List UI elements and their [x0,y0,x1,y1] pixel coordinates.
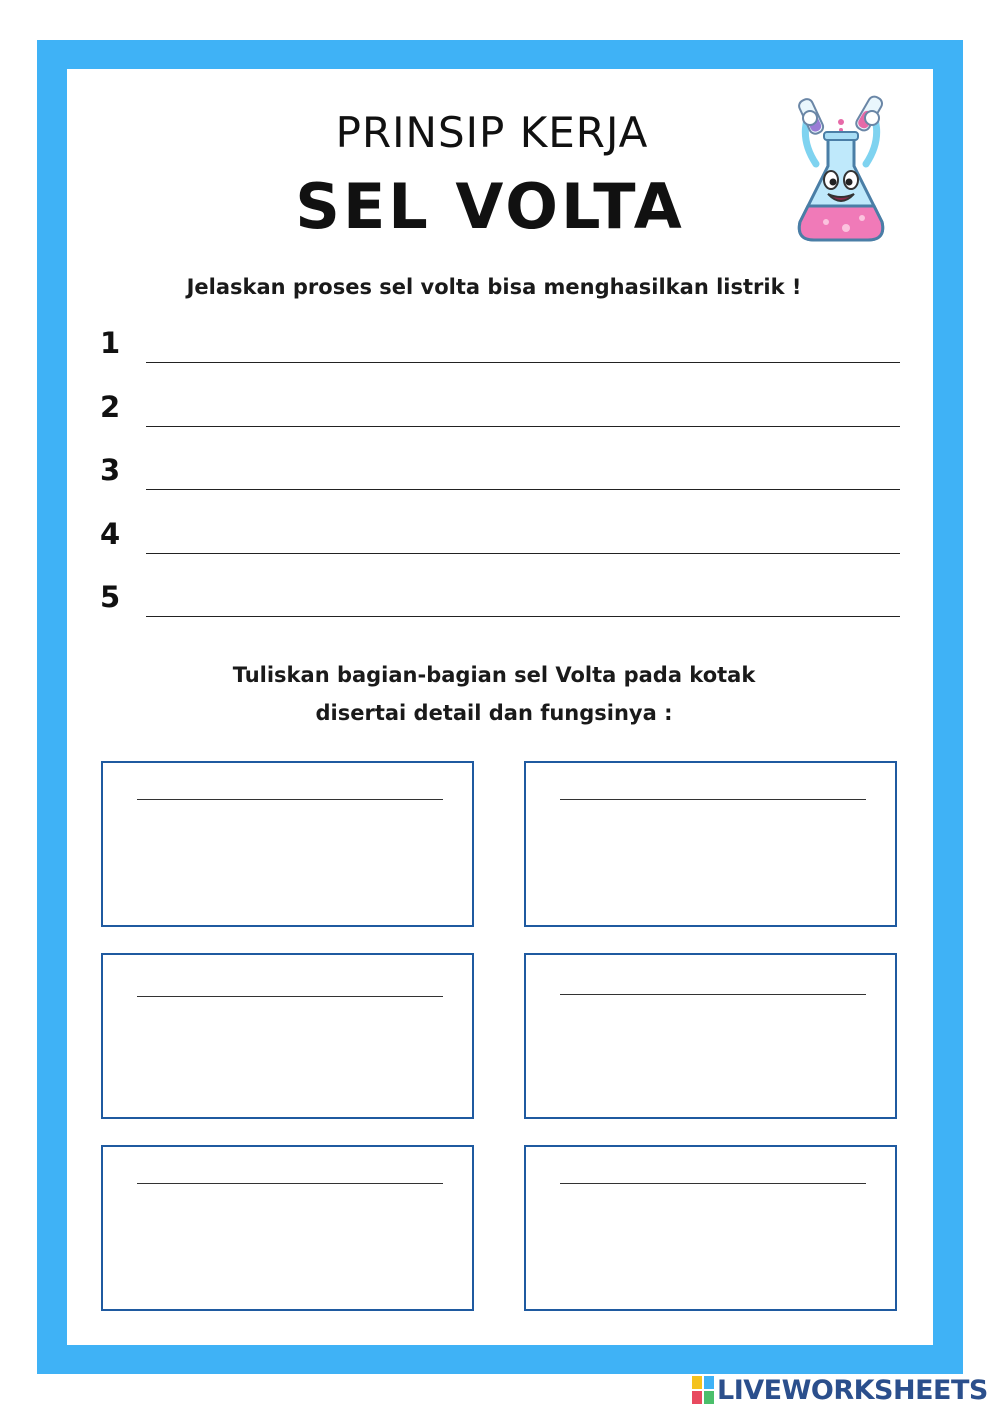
part-box-4[interactable] [524,953,897,1119]
answer-number: 3 [100,453,121,487]
answer-number: 4 [100,517,121,551]
answer-row-4 [100,517,900,557]
instruction-write-parts-line-2: disertai detail dan fungsinya : [315,701,673,725]
part-box-5[interactable] [101,1145,474,1311]
instruction-explain-process: Jelaskan proses sel volta bisa menghasilkan listrik ! [186,275,802,299]
part-name-line[interactable] [137,799,443,800]
answer-line-5[interactable] [146,616,900,617]
part-box-1[interactable] [101,761,474,927]
liveworksheets-logo-icon [692,1376,714,1404]
liveworksheets-logo[interactable] [692,1372,988,1408]
answer-line-4[interactable] [146,553,900,554]
part-name-line[interactable] [560,994,866,995]
answer-line-2[interactable] [146,426,900,427]
instruction-write-parts-line-1: Tuliskan bagian-bagian sel Volta pada kotak [232,663,756,687]
part-name-line[interactable] [137,996,443,997]
chemistry-flask-mascot-icon [786,94,896,246]
part-name-line[interactable] [560,799,866,800]
part-box-3[interactable] [101,953,474,1119]
part-box-2[interactable] [524,761,897,927]
answer-row-1 [100,326,900,366]
logo-text: LIVEWORKSHEETS [717,1374,988,1406]
answer-line-3[interactable] [146,489,900,490]
part-name-line[interactable] [560,1183,866,1184]
answer-row-2 [100,390,900,430]
answer-line-1[interactable] [146,362,900,363]
answer-row-5 [100,580,900,620]
answer-number: 2 [100,390,121,424]
part-name-line[interactable] [137,1183,443,1184]
title-line-2: SEL VOLTA [295,170,685,243]
answer-number: 1 [100,326,121,360]
answer-number: 5 [100,580,121,614]
instruction-write-parts [0,656,994,732]
answer-row-3 [100,453,900,493]
part-box-6[interactable] [524,1145,897,1311]
title-line-1: PRINSIP KERJA [335,108,649,157]
